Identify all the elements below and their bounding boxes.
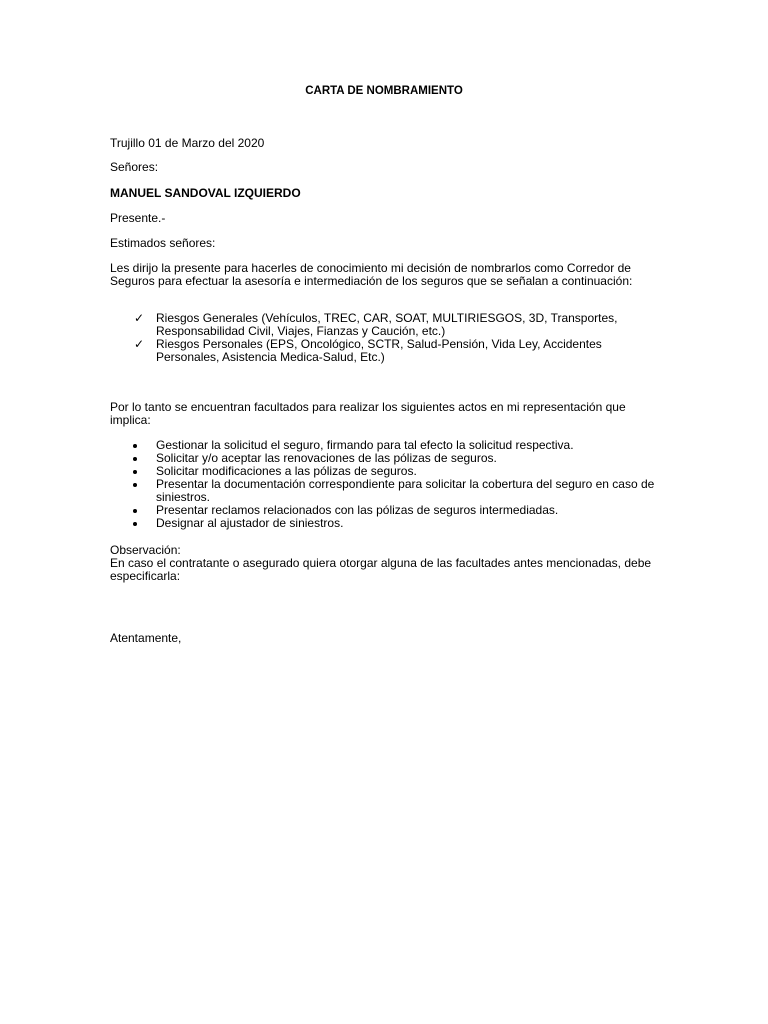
list-item-text: Presentar la documentación correspondiente para solicitar la cobertura del seguro en caso de siniestros.: [156, 477, 655, 504]
list-item: [110, 517, 655, 530]
salutation: Señores:: [110, 160, 159, 174]
list-item: [110, 478, 655, 504]
presente-line: Presente.-: [110, 211, 166, 225]
list-item-text: Solicitar modificaciones a las pólizas de seguros.: [156, 464, 417, 478]
checkmark-icon: ✓: [133, 311, 145, 325]
list-item-text: Presentar reclamos relacionados con las pólizas de seguros intermediadas.: [156, 503, 559, 517]
powers-intro: Por lo tanto se encuentran facultados para realizar los siguientes actos en mi representación que implica:: [110, 400, 626, 427]
checkmark-icon: ✓: [133, 337, 145, 351]
bullet-icon: [133, 470, 137, 474]
list-item-text: Solicitar y/o aceptar las renovaciones de las pólizas de seguros.: [156, 451, 497, 465]
list-item-text: Designar al ajustador de siniestros.: [156, 516, 344, 530]
greeting: Estimados señores:: [110, 236, 216, 250]
powers-list: [110, 439, 655, 530]
bullet-icon: [133, 509, 137, 513]
list-item-text: Riesgos Personales (EPS, Oncológico, SCTR, Salud-Pensión, Vida Ley, Accidentes Personales, Asistencia Medica-Salud, Etc.): [156, 337, 602, 364]
document-title: CARTA DE NOMBRAMIENTO: [305, 85, 463, 97]
bullet-icon: [133, 457, 137, 461]
list-item-text: Riesgos Generales (Vehículos, TREC, CAR, SOAT, MULTIRIESGOS, 3D, Transportes, Responsabilidad Civil, Viajes, Fianzas y Caución, etc.): [156, 311, 618, 338]
list-item: [110, 312, 655, 338]
list-item-text: Gestionar la solicitud el seguro, firmando para tal efecto la solicitud respectiva.: [156, 438, 574, 452]
bullet-icon: [133, 444, 137, 448]
bullet-icon: [133, 522, 137, 526]
closing: Atentamente,: [110, 631, 182, 645]
date-line: Trujillo 01 de Marzo del 2020: [110, 136, 265, 150]
observation-label: Observación:: [110, 543, 181, 557]
observation-text: En caso el contratante o asegurado quiera otorgar alguna de las facultades antes mencionadas, debe especificarla:: [110, 556, 652, 583]
bullet-icon: [133, 483, 137, 487]
list-item: [110, 338, 655, 364]
intro-paragraph: Les dirijo la presente para hacerles de conocimiento mi decisión de nombrarlos como Corredor de Seguros para efectuar la asesoría e intermediación de los seguros que se señalan a continuación:: [110, 261, 633, 288]
insurance-types-list: [110, 312, 655, 364]
addressee-name: MANUEL SANDOVAL IZQUIERDO: [110, 186, 301, 200]
